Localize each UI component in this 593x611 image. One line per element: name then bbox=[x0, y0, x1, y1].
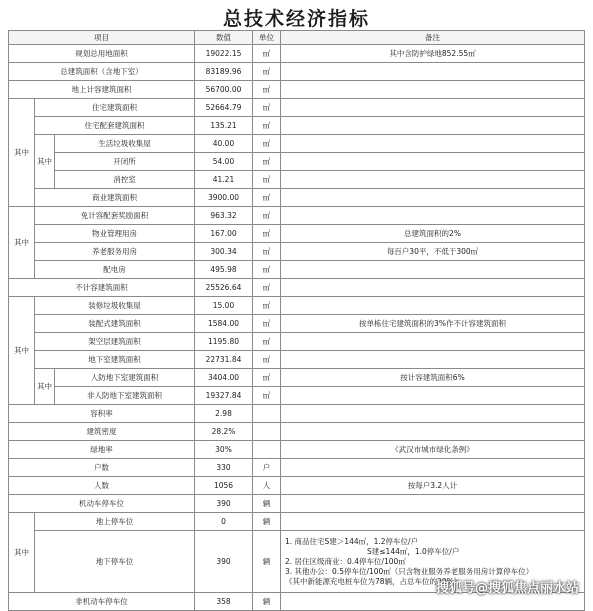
indicator-table bbox=[8, 30, 585, 611]
table-row: 总建筑面积（含地下室） 83189.96 ㎡ bbox=[9, 63, 585, 81]
header-note: 备注 bbox=[281, 31, 585, 45]
table-row: 容积率 2.98 bbox=[9, 405, 585, 423]
header-item: 项目 bbox=[9, 31, 195, 45]
group-label: 其中 bbox=[9, 99, 35, 207]
table-row: 规划总用地面积 19022.15 ㎡ 其中含防护绿地852.55㎡ bbox=[9, 45, 585, 63]
parking-note: 1. 商品住宅S建＞144㎡，1.2停车位/户 S建≤144㎡，1.0停车位/户 2. 居住区级商业：0.4停车位/100㎡ 3. 其他办公：0.5停车位/100㎡（只含物业服务养老服务用房计算停车位） 《其中新能源充电桩车位为78辆，占总车位的20%》 bbox=[281, 531, 585, 593]
table-row: 建筑密度 28.2% bbox=[9, 423, 585, 441]
table-row: 住宅配套建筑面积 135.21 ㎡ bbox=[9, 117, 585, 135]
table-row: 非机动车停车位 358 辆 bbox=[9, 593, 585, 611]
table-row: 消控室 41.21 ㎡ bbox=[9, 171, 585, 189]
table-row: 装配式建筑面积 1584.00 ㎡ 按单栋住宅建筑面积的3%作不计容建筑面积 bbox=[9, 315, 585, 333]
table-row: 其中 装修垃圾收集屋 15.00 ㎡ bbox=[9, 297, 585, 315]
page-title: 总技术经济指标 bbox=[222, 8, 370, 30]
table-row: 绿地率 30% 《武汉市城市绿化条例》 bbox=[9, 441, 585, 459]
table-row: 非人防地下室建筑面积 19327.84 ㎡ bbox=[9, 387, 585, 405]
watermark: 搜狐号@搜狐焦点丽水站 bbox=[435, 581, 579, 596]
table-row: 配电房 495.98 ㎡ bbox=[9, 261, 585, 279]
table-row: 户数 330 户 bbox=[9, 459, 585, 477]
table-row: 开闭所 54.00 ㎡ bbox=[9, 153, 585, 171]
table-row: 其中 人防地下室建筑面积 3404.00 ㎡ 按计容建筑面积6% bbox=[9, 369, 585, 387]
header-unit: 单位 bbox=[253, 31, 281, 45]
group-label: 其中 bbox=[9, 513, 35, 593]
group-label: 其中 bbox=[9, 297, 35, 405]
table-row: 地下停车位 390 辆 1. 商品住宅S建＞144㎡，1.2停车位/户 S建≤144㎡，1.0停车位/户 2. 居住区级商业：0.4停车位/100㎡ 3. 其他办公：0.5停车位/100㎡（只含物业服务养老服务用房计算停车位） 《其中新能源充电桩车位为78辆，占总车位的20%》 bbox=[9, 531, 585, 593]
table-row: 机动车停车位 390 辆 bbox=[9, 495, 585, 513]
table-row: 物业管理用房 167.00 ㎡ 总建筑面积的2% bbox=[9, 225, 585, 243]
table-row: 地下室建筑面积 22731.84 ㎡ bbox=[9, 351, 585, 369]
table-row: 人数 1056 人 按每户3.2人计 bbox=[9, 477, 585, 495]
table-row: 商业建筑面积 3900.00 ㎡ bbox=[9, 189, 585, 207]
group-label: 其中 bbox=[9, 207, 35, 279]
table-row: 其中 生活垃圾收集屋 40.00 ㎡ bbox=[9, 135, 585, 153]
header-value: 数值 bbox=[195, 31, 253, 45]
table-header bbox=[9, 31, 585, 45]
group-label: 其中 bbox=[35, 135, 55, 189]
table-row: 其中 住宅建筑面积 52664.79 ㎡ bbox=[9, 99, 585, 117]
table-row: 架空层建筑面积 1195.80 ㎡ bbox=[9, 333, 585, 351]
table-row: 其中 免计容配套奖励面积 963.32 ㎡ bbox=[9, 207, 585, 225]
table-row: 不计容建筑面积 25526.64 ㎡ bbox=[9, 279, 585, 297]
table-row: 地上计容建筑面积 56700.00 ㎡ bbox=[9, 81, 585, 99]
table-row: 养老服务用房 300.34 ㎡ 每百户30平，不低于300㎡ bbox=[9, 243, 585, 261]
table-row: 其中 地上停车位 0 辆 bbox=[9, 513, 585, 531]
group-label: 其中 bbox=[35, 369, 55, 405]
